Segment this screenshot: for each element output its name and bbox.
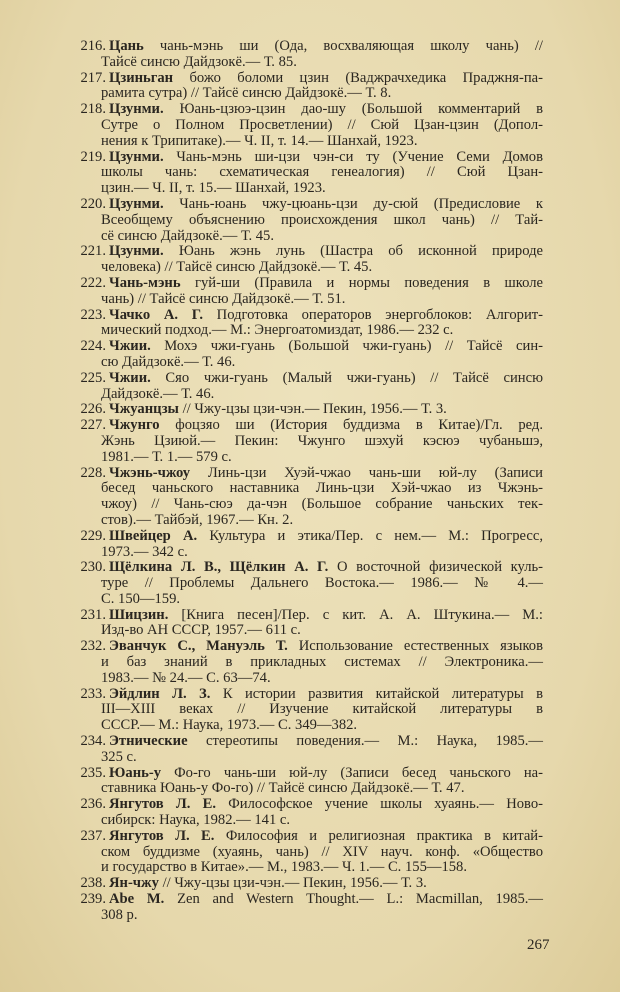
entry-line xyxy=(109,197,543,213)
entry-text: Тайсё синсю Дайдзокё.— Т. 85. xyxy=(101,53,297,70)
entry-line xyxy=(109,876,543,892)
entry-text: чжоу) // Чань-сюэ да-чэн (Большое собрание чаньских тек- xyxy=(101,496,543,513)
entry-text: Изд-во АН СССР, 1957.— 611 с. xyxy=(101,622,301,639)
entry-line xyxy=(101,845,543,861)
entry-line xyxy=(109,71,543,87)
bibliography-entry xyxy=(0,797,620,829)
entry-text: // Чжу-цзы цзи-чэн.— Пекин, 1956.— Т. 3. xyxy=(158,875,427,892)
entry-text: Линь-цзи Хуэй-чжао чань-ши юй-лу (Записи xyxy=(190,464,543,481)
entry-line xyxy=(109,560,543,576)
entry-line xyxy=(101,750,543,766)
entry-line xyxy=(101,323,543,339)
entry-text: сю Дайдзокё.— Т. 46. xyxy=(101,353,236,370)
entry-text: Культура и этика/Пер. с нем.— М.: Прогресс, xyxy=(197,527,544,544)
entry-text: чань) // Тайсё синсю Дайдзокё.— Т. 51. xyxy=(101,290,346,307)
entry-line xyxy=(109,639,543,655)
entry-text: Использование естественных языков xyxy=(287,638,543,655)
entry-line xyxy=(101,781,543,797)
bibliography-list xyxy=(0,39,620,924)
entry-author: Цань xyxy=(109,38,144,54)
entry-line xyxy=(101,576,543,592)
entry-number: 222. xyxy=(80,274,106,291)
entry-line xyxy=(101,134,543,150)
entry-line xyxy=(109,276,543,292)
entry-line xyxy=(101,481,543,497)
entry-line xyxy=(109,608,543,624)
entry-text: Дайдзокё.— Т. 46. xyxy=(101,385,215,402)
entry-text: стов).— Тайбэй, 1967.— Кн. 2. xyxy=(101,511,294,528)
entry-line xyxy=(109,402,543,418)
entry-text: стереотипы поведения.— М.: Наука, 1985.— xyxy=(187,733,543,750)
bibliography-entry xyxy=(0,608,620,640)
entry-text: фоцзяо ши (История буддизма в Китае)/Гл. ред. xyxy=(159,417,543,434)
entry-text: 1981.— Т. 1.— 579 с. xyxy=(101,448,232,465)
entry-number: 220. xyxy=(80,195,106,212)
entry-line xyxy=(101,513,543,529)
entry-text: 325 с. xyxy=(101,748,137,765)
entry-author: Янгутов Л. Е. xyxy=(109,796,217,813)
entry-line xyxy=(101,718,543,734)
entry-text: школы чань: схематическая генеалогия) // Сюй Цзан- xyxy=(101,164,543,181)
entry-line xyxy=(109,766,543,782)
entry-text: Философское учение школы хуаянь.— Ново- xyxy=(216,796,543,813)
entry-line xyxy=(101,118,543,134)
entry-text: цзин.— Ч. II, т. 15.— Шанхай, 1923. xyxy=(101,180,326,197)
bibliography-entry xyxy=(0,308,620,340)
entry-number: 239. xyxy=(80,891,106,908)
entry-author: Чжуанцзы xyxy=(109,401,179,418)
entry-number: 235. xyxy=(80,764,106,781)
entry-author: Цзиньган xyxy=(109,69,174,86)
entry-text: Фо-го чань-ши юй-лу (Записи бесед чаньского на- xyxy=(161,764,543,781)
entry-text: Философия и религиозная практика в китай- xyxy=(214,827,543,844)
entry-line xyxy=(101,860,543,876)
entry-text: и государство в Китае».— М., 1983.— Ч. 1.— С. 155—158. xyxy=(101,859,467,876)
entry-line xyxy=(109,102,543,118)
entry-line xyxy=(109,308,543,324)
entry-text: Чань-мэнь ши-цзи чэн-си ту (Учение Семи Домов xyxy=(163,148,543,165)
entry-line xyxy=(101,545,543,561)
entry-number: 233. xyxy=(80,685,106,702)
entry-text: // Чжу-цзы цзи-чэн.— Пекин, 1956.— Т. 3. xyxy=(178,401,447,418)
entry-line xyxy=(101,181,543,197)
entry-line xyxy=(101,623,543,639)
entry-text: нения к Трипитаке).— Ч. II, т. 14.— Шанхай, 1923. xyxy=(101,132,418,149)
entry-number: 221. xyxy=(80,243,106,260)
bibliography-entry xyxy=(0,39,620,71)
entry-author: Чачко А. Г. xyxy=(109,306,203,323)
bibliography-entry xyxy=(0,560,620,607)
entry-line xyxy=(101,165,543,181)
bibliography-entry xyxy=(0,529,620,561)
entry-number: 232. xyxy=(80,638,106,655)
entry-text: ставника Юань-у Фо-го) // Тайсё синсю Дайдзокё.— Т. 47. xyxy=(101,780,465,797)
entry-author: Эванчук С., Мануэль Т. xyxy=(109,638,288,655)
entry-number: 227. xyxy=(80,417,106,434)
entry-line xyxy=(101,655,543,671)
entry-line xyxy=(109,529,543,545)
entry-author: Чжии. xyxy=(109,369,151,386)
entry-number: 238. xyxy=(80,875,106,892)
entry-line xyxy=(101,434,543,450)
entry-line xyxy=(109,339,543,355)
entry-text: Zen and Western Thought.— L.: Macmillan, 1985.— xyxy=(164,891,543,908)
entry-number: 234. xyxy=(80,733,106,750)
entry-line xyxy=(109,39,543,55)
entry-line xyxy=(109,829,543,845)
entry-line xyxy=(101,260,543,276)
bibliography-entry xyxy=(0,339,620,371)
bibliography-entry xyxy=(0,197,620,244)
entry-author: Цзунми. xyxy=(109,101,164,118)
entry-author: Щёлкина Л. В., Щёлкин А. Г. xyxy=(109,559,329,576)
entry-text: С. 150—159. xyxy=(101,590,181,607)
entry-number: 216. xyxy=(80,38,106,54)
bibliography-entry xyxy=(0,102,620,149)
entry-text: 1973.— 342 с. xyxy=(101,543,188,560)
entry-text: О восточной физической куль- xyxy=(328,559,544,576)
bibliography-entry xyxy=(0,418,620,465)
entry-line xyxy=(109,371,543,387)
entry-author: Ян-чжу xyxy=(109,875,159,892)
entry-author: Юань-у xyxy=(109,764,162,781)
entry-text: человека) // Тайсё синсю Дайдзокё.— Т. 45. xyxy=(101,259,373,276)
entry-text: 1983.— № 24.— С. 63—74. xyxy=(101,669,271,686)
entry-line xyxy=(101,813,543,829)
entry-number: 237. xyxy=(80,827,106,844)
entry-text: Чань-юань чжу-цюань-цзи ду-сюй (Предисловие к xyxy=(163,195,543,212)
entry-line xyxy=(109,687,543,703)
entry-text: гуй-ши (Правила и нормы поведения в школе xyxy=(180,274,543,291)
entry-number: 225. xyxy=(80,369,106,386)
entry-text: рамита сутра) // Тайсё синсю Дайдзокё.— Т. 8. xyxy=(101,85,392,102)
entry-line xyxy=(101,450,543,466)
entry-author: Швейцер А. xyxy=(109,527,198,544)
entry-text: мический подход.— М.: Энергоатомиздат, 1986.— 232 с. xyxy=(101,322,454,339)
entry-line xyxy=(101,592,543,608)
entry-text: Сяо чжи-гуань (Малый чжи-гуань) // Тайсё синсю xyxy=(150,369,543,386)
entry-line xyxy=(101,229,543,245)
bibliography-entry xyxy=(0,371,620,403)
entry-author: Этнические xyxy=(109,733,188,750)
bibliography-entry xyxy=(0,402,620,418)
entry-author: Чжии. xyxy=(109,338,151,355)
entry-line xyxy=(109,734,543,750)
entry-author: Янгутов Л. Е. xyxy=(109,827,215,844)
entry-line xyxy=(101,292,543,308)
entry-line xyxy=(101,355,543,371)
entry-text: III—XIII веках // Изучение китайской литературы в xyxy=(101,701,543,718)
entry-author: Чжэнь-чжоу xyxy=(109,464,191,481)
entry-text: сибирск: Наука, 1982.— 141 с. xyxy=(101,812,291,829)
entry-number: 229. xyxy=(80,527,106,544)
entry-line xyxy=(109,244,543,260)
entry-line xyxy=(101,213,543,229)
entry-number: 218. xyxy=(80,101,106,118)
entry-line xyxy=(101,387,543,403)
entry-text: Подготовка операторов энергоблоков: Алгорит- xyxy=(202,306,543,323)
entry-text: Сутре о Полном Просветлении) // Сюй Цзан-цзин (Допол- xyxy=(101,116,543,133)
page-number: 267 xyxy=(527,937,550,953)
entry-line xyxy=(109,418,543,434)
entry-line xyxy=(101,86,543,102)
entry-author: Цзунми. xyxy=(109,243,164,260)
entry-author: Шицзин. xyxy=(109,606,169,623)
entry-line xyxy=(109,892,543,908)
entry-text: бесед чаньского наставника Линь-цзи Хэй-чжао из Чжэнь- xyxy=(101,480,543,497)
entry-line xyxy=(109,797,543,813)
entry-number: 224. xyxy=(80,338,106,355)
entry-text: сё синсю Дайдзокё.— Т. 45. xyxy=(101,227,275,244)
entry-text: Юань-цзюэ-цзин дао-шу (Большой комментарий в xyxy=(163,101,543,118)
entry-text: К истории развития китайской литературы в xyxy=(210,685,543,702)
entry-number: 226. xyxy=(80,401,106,418)
bibliography-entry xyxy=(0,639,620,686)
entry-text: Юань жэнь лунь (Шастра об исконной природе xyxy=(163,243,543,260)
entry-text: божо боломи цзин (Ваджрачхедика Праджня-па- xyxy=(173,69,543,86)
entry-author: Эйдлин Л. З. xyxy=(109,685,211,702)
entry-text: чань-мэнь ши (Ода, восхваляющая школу чань) // xyxy=(143,38,543,54)
bibliography-entry xyxy=(0,829,620,876)
bibliography-entry xyxy=(0,244,620,276)
entry-number: 217. xyxy=(80,69,106,86)
entry-text: Жэнь Цзиюй.— Пекин: Чжунго шэхуй кэсюэ чубаньшэ, xyxy=(101,432,543,449)
entry-author: Цзунми. xyxy=(109,148,164,165)
entry-text: туре // Проблемы Дальнего Востока.— 1986.— № 4.— xyxy=(101,575,543,592)
bibliography-entry xyxy=(0,71,620,103)
entry-line xyxy=(101,702,543,718)
entry-line xyxy=(109,466,543,482)
entry-text: и баз знаний в прикладных системах // Электроника.— xyxy=(101,654,543,671)
entry-text: [Книга песен]/Пер. с кит. А. А. Штукина.— М.: xyxy=(168,606,543,623)
entry-number: 236. xyxy=(80,796,106,813)
entry-line xyxy=(101,497,543,513)
entry-number: 223. xyxy=(80,306,106,323)
entry-line xyxy=(109,150,543,166)
entry-text: ском буддизме (хуаянь, чань) // XIV науч. конф. «Общество xyxy=(101,843,543,860)
entry-author: Abe M. xyxy=(109,891,165,908)
entry-number: 228. xyxy=(80,464,106,481)
entry-author: Цзунми. xyxy=(109,195,164,212)
entry-text: Мохэ чжи-гуань (Большой чжи-гуань) // Тайсё син- xyxy=(150,338,543,355)
entry-author: Чжунго xyxy=(109,417,160,434)
bibliography-entry xyxy=(0,276,620,308)
bibliography-entry xyxy=(0,734,620,766)
entry-text: СССР.— М.: Наука, 1973.— С. 349—382. xyxy=(101,717,358,734)
entry-line xyxy=(101,908,543,924)
bibliography-entry xyxy=(0,466,620,529)
bibliography-entry xyxy=(0,687,620,734)
entry-line xyxy=(101,55,543,71)
entry-number: 230. xyxy=(80,559,106,576)
bibliography-entry xyxy=(0,766,620,798)
entry-text: Всеобщему объяснению происхождения школ чань) // Тай- xyxy=(101,211,543,228)
bibliography-entry xyxy=(0,892,620,924)
entry-number: 219. xyxy=(80,148,106,165)
entry-line xyxy=(101,671,543,687)
entry-text: 308 p. xyxy=(101,906,138,923)
bibliography-entry xyxy=(0,150,620,197)
entry-number: 231. xyxy=(80,606,106,623)
bibliography-entry xyxy=(0,876,620,892)
entry-author: Чань-мэнь xyxy=(109,274,181,291)
